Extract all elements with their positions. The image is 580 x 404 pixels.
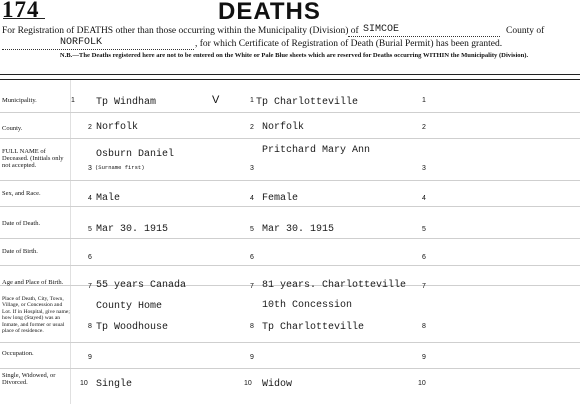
record-1-county: Norfolk (96, 122, 139, 133)
record-1-sex-race: Male (96, 193, 121, 204)
record-2-sex-race: Female (262, 193, 299, 204)
registration-line-1 (2, 26, 359, 36)
row-number: 4 (422, 195, 426, 202)
row-separator (0, 180, 580, 181)
row-number: 8 (88, 323, 92, 330)
record-2-county: Norfolk (262, 122, 305, 133)
municipality-blank (348, 36, 500, 37)
record-1-full-name: Osburn Daniel (96, 149, 175, 160)
row-number: 6 (250, 254, 254, 261)
note-text: N.B.—The Deaths registered here are not to be entered on the White or Pale Blue sheets which are reserved for Deaths occurring WITHIN the Municipality (Division). (59, 52, 529, 59)
check-mark: V (212, 94, 220, 106)
surname-hint: (Surname first) (95, 164, 145, 171)
record-1-age-birth: 55 years Canada (96, 280, 187, 291)
row-number: 7 (422, 283, 426, 290)
row-number: 9 (88, 354, 92, 361)
record-2-marital: Widow (262, 379, 293, 390)
registration-suffix: , for which Certificate of Registration of Death (Burial Permit) has been granted. (195, 39, 503, 49)
row-number: 5 (422, 226, 426, 233)
label-occupation: Occupation. (2, 350, 34, 357)
record-2-municipality: Tp Charlotteville (256, 97, 359, 108)
row-number: 4 (88, 195, 92, 202)
row-number: 6 (422, 254, 426, 261)
row-number: 5 (88, 226, 92, 233)
form-number: 174 (2, 0, 40, 22)
record-2-full-name: Pritchard Mary Ann (262, 145, 371, 156)
row-number: 1 (71, 97, 75, 104)
record-2-date-of-death: Mar 30. 1915 (262, 224, 335, 235)
row-number: 6 (88, 254, 92, 261)
row-number: 10 (418, 380, 426, 387)
label-full-name: FULL NAME of Deceased. (Initials only not accepted. (2, 148, 64, 169)
row-separator (0, 138, 580, 139)
county-typed: NORFOLK (60, 37, 103, 48)
row-number: 5 (250, 226, 254, 233)
row-number: 1 (422, 97, 426, 104)
header-rule-bottom (0, 79, 580, 80)
row-separator (0, 265, 580, 266)
row-number: 3 (422, 165, 426, 172)
row-separator (0, 112, 580, 113)
record-1-municipality: Tp Windham (96, 97, 157, 108)
row-number: 2 (88, 124, 92, 131)
label-marital-status: Single, Widowed, or Divorced. (2, 372, 56, 386)
row-number: 8 (250, 323, 254, 330)
row-number: 4 (250, 195, 254, 202)
label-sex-race: Sex, and Race. (2, 190, 41, 197)
record-2-place-line-2: Tp Charlotteville (262, 322, 365, 333)
county-blank (2, 49, 194, 50)
row-number: 9 (250, 354, 254, 361)
form-number-rule (3, 18, 45, 19)
row-number: 8 (422, 323, 426, 330)
row-number: 3 (250, 165, 254, 172)
label-place-of-death: Place of Death, City, Town, Village, or Concession and Lot. If in Hospital, give name; how long (Stayed) was an Inmate, and former or usual place of residence. (2, 296, 70, 335)
row-separator (0, 238, 580, 239)
label-column-divider (70, 80, 71, 404)
row-separator (0, 368, 580, 369)
record-2-age-birth: 81 years. Charlotteville (262, 280, 407, 291)
record-1-place-line-2: Tp Woodhouse (96, 322, 169, 333)
row-number: 10 (80, 380, 88, 387)
label-date-of-birth: Date of Birth. (2, 248, 38, 255)
record-1-place-line-1: County Home (96, 301, 163, 312)
county-of-label: County of (506, 26, 545, 36)
row-number: 3 (88, 165, 92, 172)
row-separator (0, 206, 580, 207)
label-date-of-death: Date of Death. (2, 220, 41, 227)
label-county: County. (2, 125, 23, 132)
registration-prefix: For Registration of DEATHS other than those occurring within the Municipality (Division) of (2, 26, 359, 36)
municipality-typed: SIMCOE (363, 24, 400, 35)
row-number: 2 (422, 124, 426, 131)
label-municipality: Municipality. (2, 97, 37, 104)
page-title: DEATHS (218, 0, 321, 25)
label-age-place-birth: Age and Place of Birth. (2, 279, 64, 286)
row-number: 7 (250, 283, 254, 290)
header-rule-top (0, 74, 580, 75)
row-number: 1 (250, 97, 254, 104)
row-separator (0, 342, 580, 343)
record-1-marital: Single (96, 379, 133, 390)
row-number: 7 (88, 283, 92, 290)
row-number: 2 (250, 124, 254, 131)
record-2-place-line-1: 10th Concession (262, 300, 353, 311)
record-1-date-of-death: Mar 30. 1915 (96, 224, 169, 235)
row-number: 9 (422, 354, 426, 361)
row-number: 10 (244, 380, 252, 387)
